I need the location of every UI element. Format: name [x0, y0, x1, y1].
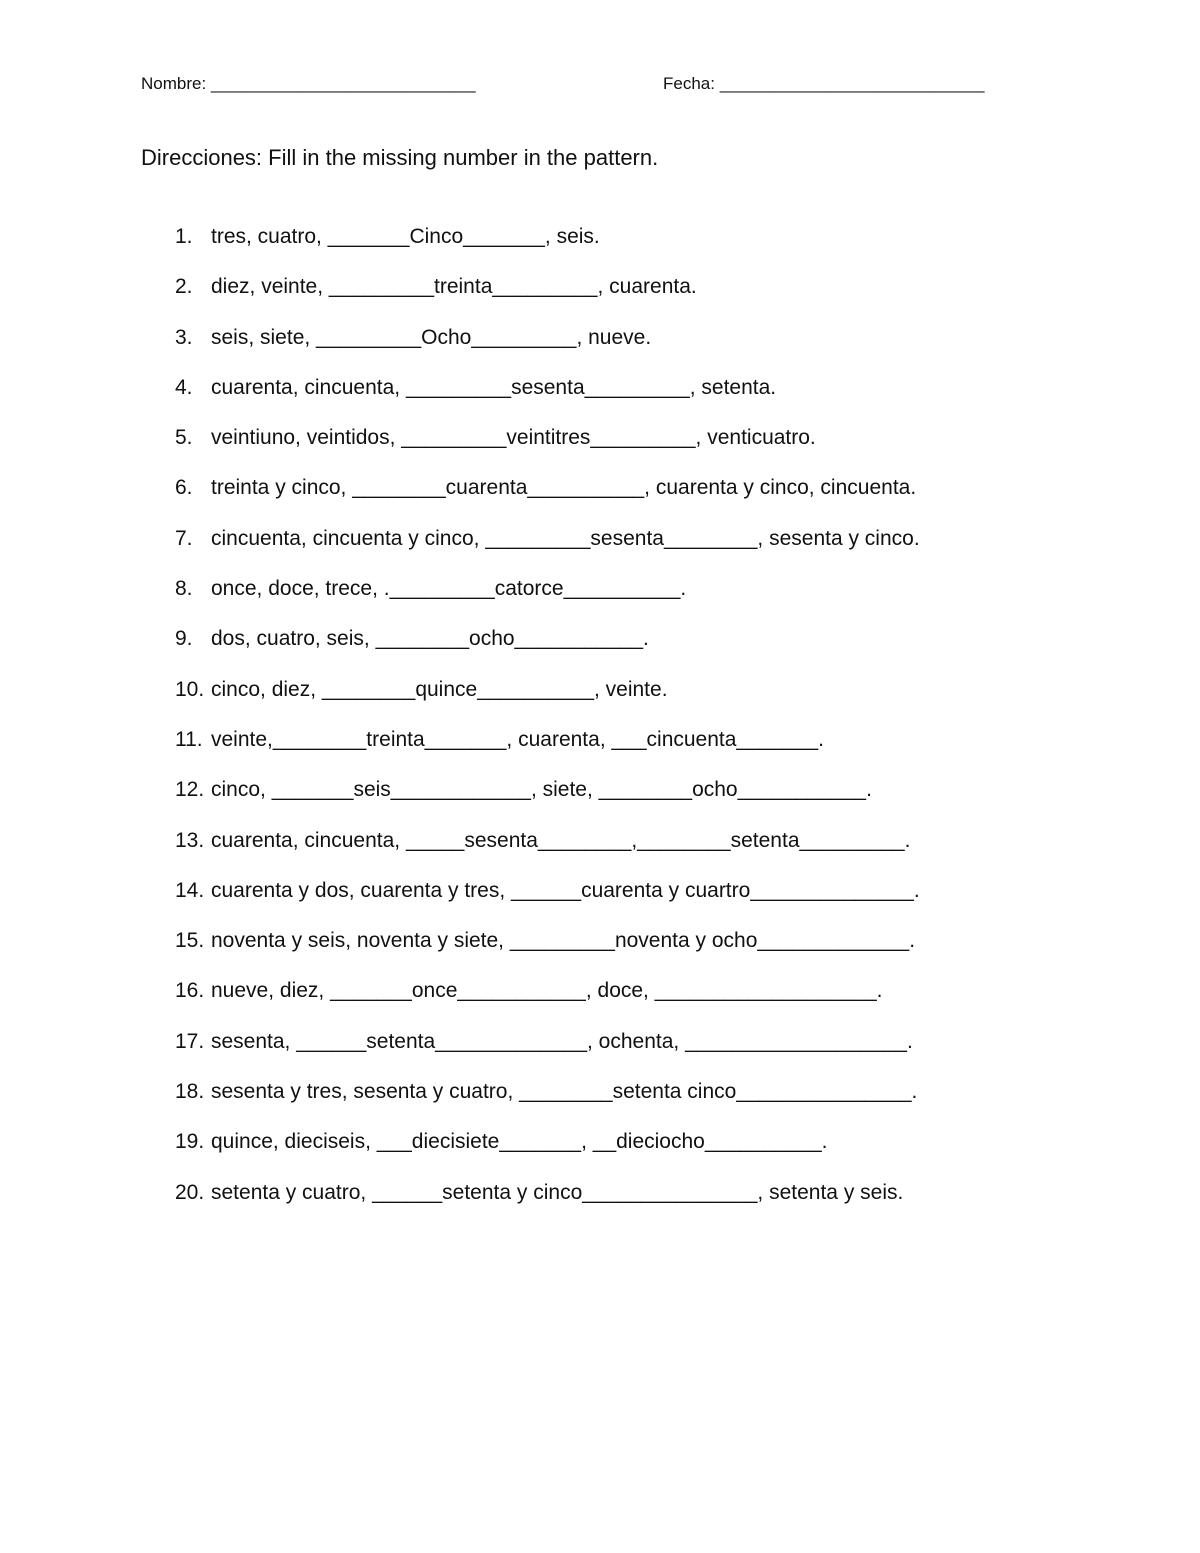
item-number: 12. [175, 778, 205, 802]
item-text[interactable]: veintiuno, veintidos, _________veintitres_________, venticuatro. [211, 426, 816, 450]
item-number: 18. [175, 1080, 205, 1104]
item-text[interactable]: cincuenta, cincuenta y cinco, _________sesenta________, sesenta y cinco. [211, 526, 920, 550]
exercise-item [175, 1028, 920, 1078]
item-number: 16. [175, 979, 205, 1003]
item-number: 19. [175, 1130, 205, 1154]
item-text[interactable]: seis, siete, _________Ocho_________, nueve. [211, 325, 652, 349]
exercise-item [175, 223, 920, 273]
exercise-item [175, 1179, 920, 1229]
item-number: 17. [175, 1029, 205, 1053]
item-text[interactable]: treinta y cinco, ________cuarenta__________, cuarenta y cinco, cincuenta. [211, 476, 917, 500]
exercise-list [175, 223, 920, 1229]
exercise-item [175, 374, 920, 424]
item-number: 7. [175, 526, 193, 550]
exercise-item [175, 424, 920, 474]
exercise-item [175, 625, 920, 675]
item-number: 13. [175, 828, 205, 852]
item-number: 2. [175, 275, 193, 299]
exercise-item [175, 273, 920, 323]
item-number: 6. [175, 476, 193, 500]
exercise-item [175, 726, 920, 776]
directions-text: Direcciones: Fill in the missing number in the pattern. [141, 145, 659, 170]
item-text[interactable]: sesenta y tres, sesenta y cuatro, ________setenta cinco_______________. [211, 1080, 918, 1104]
item-text[interactable]: cuarenta, cincuenta, _________sesenta_________, setenta. [211, 375, 777, 399]
item-text[interactable]: noventa y seis, noventa y siete, _________noventa y ocho_____________. [211, 929, 916, 953]
item-text[interactable]: cuarenta, cincuenta, _____sesenta________,________setenta_________. [211, 828, 911, 852]
item-text[interactable]: quince, dieciseis, ___diecisiete_______, __dieciocho__________. [211, 1130, 828, 1154]
exercise-item [175, 1078, 920, 1128]
item-text[interactable]: diez, veinte, _________treinta_________, cuarenta. [211, 275, 697, 299]
date-field[interactable]: Fecha: ____________________________ [663, 74, 985, 93]
item-text[interactable]: cuarenta y dos, cuarenta y tres, ______cuarenta y cuartro______________. [211, 878, 920, 902]
item-text[interactable]: once, doce, trece, ._________catorce__________. [211, 577, 687, 601]
item-number: 1. [175, 225, 193, 248]
exercise-item [175, 525, 920, 575]
item-text[interactable]: tres, cuatro, _______Cinco_______, seis. [211, 225, 600, 248]
item-number: 10. [175, 677, 205, 701]
item-number: 15. [175, 929, 205, 953]
item-text[interactable]: setenta y cuatro, ______setenta y cinco_______________, setenta y seis. [211, 1180, 904, 1204]
item-number: 4. [175, 375, 193, 399]
exercise-item [175, 1128, 920, 1178]
item-number: 9. [175, 627, 193, 651]
item-text[interactable]: sesenta, ______setenta_____________, ochenta, ___________________. [211, 1029, 913, 1053]
name-field[interactable]: Nombre: ____________________________ [141, 74, 476, 93]
item-number: 11. [175, 727, 203, 751]
exercise-item [175, 324, 920, 374]
item-number: 20. [175, 1180, 205, 1204]
exercise-item [175, 827, 920, 877]
item-text[interactable]: nueve, diez, _______once___________, doce, ___________________. [211, 979, 883, 1003]
exercise-item [175, 776, 920, 826]
item-text[interactable]: veinte,________treinta_______, cuarenta, ___cincuenta_______. [211, 727, 825, 751]
item-number: 3. [175, 325, 193, 349]
item-number: 8. [175, 577, 193, 601]
item-text[interactable]: cinco, _______seis____________, siete, ________ocho___________. [211, 778, 872, 802]
exercise-item [175, 927, 920, 977]
exercise-item [175, 676, 920, 726]
item-number: 5. [175, 426, 193, 450]
exercise-item [175, 575, 920, 625]
exercise-item [175, 977, 920, 1027]
item-number: 14. [175, 878, 205, 902]
item-text[interactable]: dos, cuatro, seis, ________ocho___________. [211, 627, 649, 651]
exercise-item [175, 877, 920, 927]
item-text[interactable]: cinco, diez, ________quince__________, veinte. [211, 677, 668, 701]
exercise-item [175, 474, 920, 524]
worksheet-header [141, 74, 1061, 100]
